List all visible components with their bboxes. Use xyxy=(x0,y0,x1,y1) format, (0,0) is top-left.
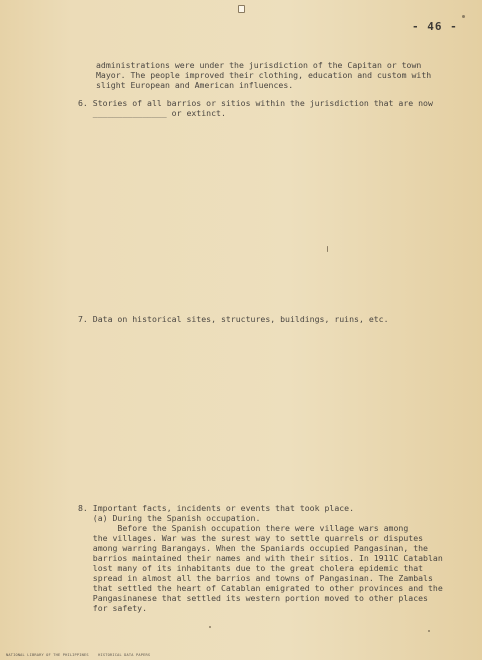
paper-speck xyxy=(462,15,465,18)
page-number: - 46 - xyxy=(412,20,458,33)
paper-speck xyxy=(428,630,430,632)
archive-footer: NATIONAL LIBRARY OF THE PHILIPPINES HISTORICAL DATA PAPERS xyxy=(6,653,151,657)
item-8-important-facts: 8. Important facts, incidents or events that took place. (a) During the Spanish occupation. Before the Spanish occupation there were village wars among the villages. War was the surest way to settle quarrels or disputes among warring Barangays. When the Spaniards occupied Pangasinan, the barrios maintained their names and with their sitios. In 1911C Catablan lost many of its inhabitants due to the great cholera epidemic that spread in almost all the barrios and towns of Pangasinan. The Zambals that settled the heart of Catablan emigrated to other provinces and the Pangasinanese that settled its western portion moved to other places for safety. xyxy=(78,503,443,613)
paper-speck xyxy=(327,246,328,252)
binding-hole xyxy=(238,5,245,13)
item-7-historical-sites: 7. Data on historical sites, structures, buildings, ruins, etc. xyxy=(78,314,389,324)
continuation-paragraph: administrations were under the jurisdiction of the Capitan or town Mayor. The people improved their clothing, education and custom with slight European and American influences. xyxy=(96,60,432,90)
item-6-barrios-stories: 6. Stories of all barrios or sitios within the jurisdiction that are now _______________ or extinct. xyxy=(78,98,433,118)
paper-speck xyxy=(209,626,211,628)
